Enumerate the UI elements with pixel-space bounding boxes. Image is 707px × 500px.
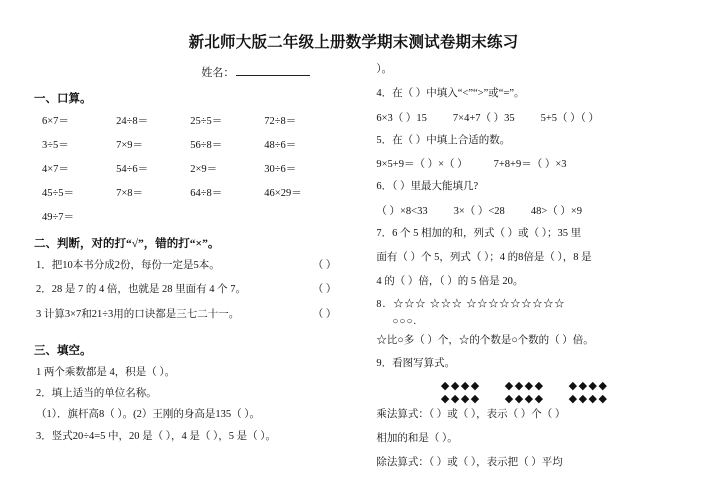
oral-item: 46×29＝	[264, 188, 302, 199]
judge-item-text: 2．28 是 7 的 4 倍，也就是 28 里面有 4 个 7。	[36, 284, 246, 296]
oral-item: 30÷6＝	[264, 164, 297, 175]
oral-item: 45÷5＝	[42, 188, 75, 199]
continuation-bracket: ）。	[376, 64, 393, 75]
diamond-row: ◆◆◆◆	[440, 392, 481, 405]
oral-item: 2×9＝	[190, 164, 218, 175]
oral-item: 54÷6＝	[116, 164, 149, 175]
q4-expr-3[interactable]: 5+5（ ）（ ）	[540, 112, 600, 124]
question-4-text: 4．在（ ）中填入“<”“>”或“=”。	[376, 87, 525, 99]
question-9-line-2: 相加的和是（ ）。	[376, 433, 458, 445]
oral-item: 56÷8＝	[190, 140, 223, 151]
judge-item-2	[34, 282, 336, 298]
section-heading-judge: 二、判断，对的打“√”，错的打“×”。	[34, 238, 220, 250]
question-9-line-3: 除法算式：（ ）或（ ），表示把（ ）平均	[376, 457, 563, 469]
oral-item: 3÷5＝	[42, 140, 69, 151]
oral-item: 72÷8＝	[264, 116, 297, 127]
section-heading-oral: 一、口算。	[34, 93, 92, 105]
diamond-row: ◆◆◆◆	[568, 380, 609, 393]
question-9-line-1: 乘法算式：（ ）或（ ），表示（ ）个（ ）	[376, 409, 566, 421]
diamond-row: ◆◆◆◆	[440, 380, 481, 393]
question-9-heading: 9．看图写算式。	[376, 358, 456, 370]
answer-bracket[interactable]: （ ）	[312, 260, 337, 271]
question-7-line-1: 7．6 个 5 相加的和，列式（ ）或（ ）；35 里	[376, 228, 582, 240]
q6-expr-1[interactable]: （ ）×8<33	[376, 206, 428, 218]
question-6-text: 6．（ ）里最大能填几?	[376, 181, 479, 193]
fill-item-1: 1 两个乘数都是 4，积是（ ）。	[36, 366, 176, 378]
q5-expr-1[interactable]: 9×5+9＝（ ）×（ ）	[376, 159, 468, 171]
page-title: 新北师大版二年级上册数学期末测试卷期末练习	[188, 34, 519, 51]
fill-item-3: 3．竖式20÷4=5 中，20 是（ ），4 是（ ），5 是（ ）。	[36, 430, 277, 442]
diamond-group-2	[505, 380, 545, 405]
oral-item: 64÷8＝	[190, 188, 223, 199]
diamond-group-3	[569, 380, 609, 405]
oral-calculation-grid	[34, 113, 336, 224]
oral-item: 24÷8＝	[116, 116, 149, 127]
judge-item-3	[34, 307, 336, 323]
diamond-row: ◆◆◆◆	[568, 392, 609, 405]
section-heading-fill: 三、填空。	[34, 344, 92, 357]
judge-item-text: 3 计算3×7和21÷3用的口诀都是三七二十一。	[36, 308, 240, 320]
left-column	[34, 62, 340, 450]
q6-expr-3[interactable]: 48>（ ）×9	[530, 206, 583, 218]
question-7-line-2: 面有（ ）个 5，列式（ ）；4 的8倍是（ ），8 是	[376, 251, 592, 263]
oral-item: 4×7＝	[42, 164, 69, 175]
question-7-line-3: 4 的（ ）倍，（ ）的 5 倍是 20。	[376, 275, 524, 287]
oral-item: 7×8＝	[116, 188, 144, 199]
judge-item-1	[34, 258, 336, 274]
oral-item: 49÷7＝	[42, 212, 75, 223]
question-8-stars	[376, 298, 673, 312]
diamond-group-1	[441, 380, 481, 405]
question-4-row	[376, 110, 673, 125]
fill-item-2: 2．填上适当的单位名称。	[36, 388, 157, 400]
right-column	[366, 62, 673, 479]
diamond-row: ◆◆◆◆	[504, 392, 545, 405]
q4-expr-1[interactable]: 6×3（ ）15	[376, 112, 427, 124]
diamond-row: ◆◆◆◆	[504, 380, 545, 393]
oral-item: 48÷6＝	[264, 140, 297, 151]
oral-item: 6×7＝	[42, 116, 69, 127]
question-5-text: 5．在（ ）中填上合适的数。	[376, 134, 511, 146]
name-input-blank[interactable]	[236, 64, 310, 76]
star-row: ☆☆☆ ☆☆☆ ☆☆☆☆☆☆☆☆☆	[393, 298, 566, 310]
name-field-row	[34, 64, 336, 80]
answer-bracket[interactable]: （ ）	[312, 308, 337, 320]
name-label: 姓名：	[201, 67, 235, 79]
oral-item: 7×9＝	[116, 140, 144, 151]
question-8-text: ☆比○多（ ）个，☆的个数是○个数的（ ）倍。	[376, 334, 594, 346]
judge-item-text: 1．把10本书分成2份，每份一定是5本。	[36, 260, 220, 271]
q5-expr-2[interactable]: 7+8+9＝（ ）×3	[493, 159, 567, 171]
question-8-label: 8．	[376, 298, 394, 310]
diamond-diagram	[376, 380, 673, 405]
q4-expr-2[interactable]: 7×4+7（ ）35	[452, 112, 515, 124]
question-8-circles: ○○○.	[392, 315, 417, 327]
fill-item-2-sub: （1）．旗杆高8（ ）。(2）王刚的身高是135（ ）。	[36, 409, 260, 421]
question-5-row	[376, 156, 673, 171]
question-6-row	[376, 203, 673, 218]
answer-bracket[interactable]: （ ）	[312, 284, 337, 296]
two-column-layout	[34, 62, 673, 479]
q6-expr-2[interactable]: 3×（ ）<28	[453, 206, 505, 218]
oral-item: 25÷5＝	[190, 116, 223, 127]
